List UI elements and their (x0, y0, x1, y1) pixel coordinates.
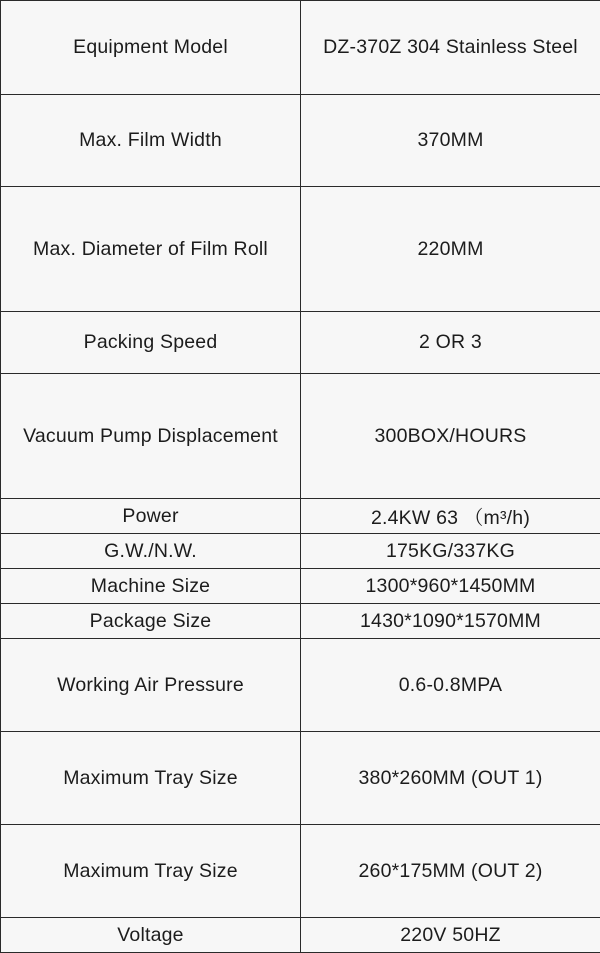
spec-label: Vacuum Pump Displacement (1, 374, 301, 499)
spec-label: Power (1, 499, 301, 534)
spec-value: 2 OR 3 (301, 312, 600, 374)
spec-label: Equipment Model (1, 1, 301, 95)
table-row (1, 918, 600, 953)
table-row (1, 569, 600, 604)
spec-label: Max. Diameter of Film Roll (1, 187, 301, 312)
table-row (1, 187, 600, 312)
spec-label: Machine Size (1, 569, 301, 604)
spec-value: 220MM (301, 187, 600, 312)
spec-value: 220V 50HZ (301, 918, 600, 953)
table-row (1, 825, 600, 918)
table-row (1, 604, 600, 639)
table-row (1, 312, 600, 374)
spec-value: 260*175MM (OUT 2) (301, 825, 600, 918)
spec-value: 370MM (301, 95, 600, 187)
spec-label: Voltage (1, 918, 301, 953)
table-row (1, 95, 600, 187)
spec-label: Max. Film Width (1, 95, 301, 187)
spec-value: 175KG/337KG (301, 534, 600, 569)
spec-label: G.W./N.W. (1, 534, 301, 569)
table-row (1, 1, 600, 95)
spec-value: 1430*1090*1570MM (301, 604, 600, 639)
spec-value: 2.4KW 63 （m³/h) (301, 499, 600, 534)
spec-value: 0.6-0.8MPA (301, 639, 600, 732)
spec-value: DZ-370Z 304 Stainless Steel (301, 1, 600, 95)
table-row (1, 732, 600, 825)
table-row (1, 639, 600, 732)
spec-value: 1300*960*1450MM (301, 569, 600, 604)
spec-label: Maximum Tray Size (1, 732, 301, 825)
table-row (1, 534, 600, 569)
spec-value: 300BOX/HOURS (301, 374, 600, 499)
spec-label: Maximum Tray Size (1, 825, 301, 918)
spec-label: Working Air Pressure (1, 639, 301, 732)
table-row (1, 374, 600, 499)
spec-label: Package Size (1, 604, 301, 639)
table-row (1, 499, 600, 534)
spec-value: 380*260MM (OUT 1) (301, 732, 600, 825)
spec-label: Packing Speed (1, 312, 301, 374)
